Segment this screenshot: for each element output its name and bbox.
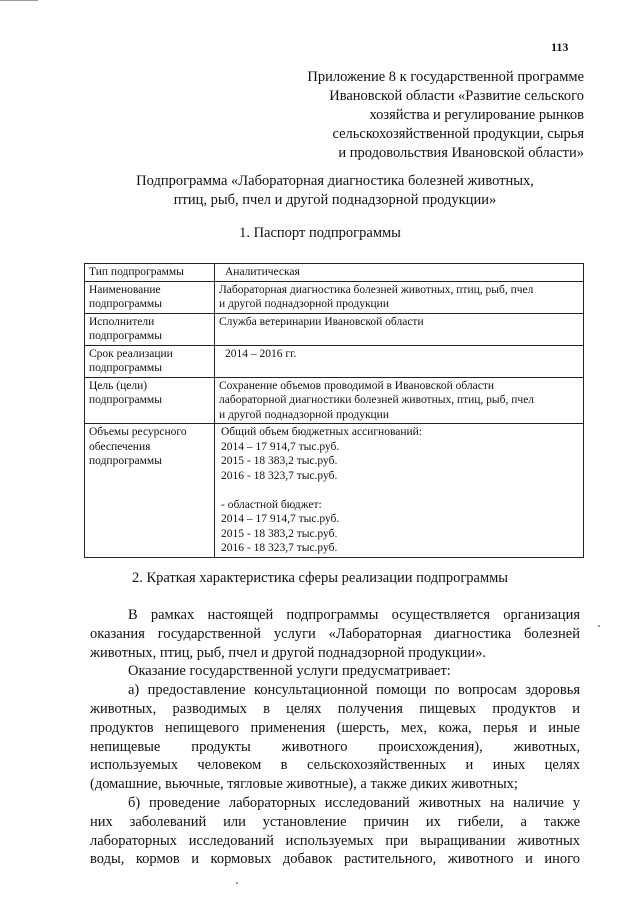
passport-value-line: 2015 - 18 383,2 тыс.руб. [221, 527, 338, 540]
paragraph-line: оказания государственной услуги «Лабораторная диагностика болезней [90, 625, 580, 642]
paragraph-line: (домашние, вьючные, тягловые животные), а также диких животных; [90, 776, 518, 793]
subprogram-title-line: птиц, рыб, пчел и другой поднадзорной продукции» [173, 192, 497, 208]
appendix-header [244, 68, 584, 163]
passport-label-line: подпрограммы [89, 394, 162, 406]
paragraph-line: б) проведение лабораторных исследований животных на наличие у [128, 794, 580, 811]
paragraph-line: а) предоставление консультационной помощи по вопросам здоровья [128, 682, 580, 699]
paragraph-line: лабораторных исследований используемых при выращивании животных [90, 832, 580, 849]
passport-label-line: обеспечения [89, 440, 151, 453]
passport-value-cell [215, 281, 584, 313]
passport-label-cell [85, 313, 215, 345]
passport-value-line: Служба ветеринарии Ивановской области [219, 315, 424, 328]
scan-speck [598, 625, 600, 627]
appendix-line: Приложение 8 к государственной программе [307, 69, 584, 85]
passport-label-line: Цель (цели) [89, 379, 148, 392]
paragraph-line: Оказание государственной услуги предусматривает: [128, 663, 451, 680]
paragraph-line: животных, разводимых в целях получения пищевых продуктов и [90, 700, 580, 717]
passport-value-line: Аналитическая [225, 266, 300, 278]
passport-label-cell [85, 264, 215, 282]
passport-label-cell [85, 345, 215, 377]
passport-value-line: - областной бюджет: [221, 498, 322, 511]
passport-label-line: Исполнители [89, 315, 155, 328]
passport-label-line: подпрограммы [89, 298, 162, 310]
passport-label-line: подпрограммы [89, 362, 162, 374]
section-2-heading: 2. Краткая характеристика сферы реализации подпрограммы [131, 570, 509, 586]
passport-label-line: Срок реализации [89, 347, 173, 360]
passport-value-line [219, 483, 579, 498]
passport-value-line: и другой поднадзорной продукции [219, 408, 389, 421]
passport-value-line: 2014 – 17 914,7 тыс.руб. [221, 513, 340, 525]
passport-label-line: Объемы ресурсного [89, 426, 187, 438]
page-number: 113 [551, 40, 569, 54]
subprogram-title-line: Подпрограмма «Лабораторная диагностика болезней животных, [136, 173, 534, 189]
subprogram-title [90, 172, 580, 210]
passport-value-line: Общий объем бюджетных ассигнований: [221, 426, 422, 438]
scan-speck [236, 882, 238, 884]
passport-value-cell [215, 264, 584, 282]
passport-value-cell [215, 424, 584, 558]
passport-value-line: 2016 - 18 323,7 тыс.руб. [221, 469, 338, 482]
paragraph-line: используемых человеком в сельскохозяйственных и иных целях [90, 757, 580, 774]
passport-value-line: 2014 – 17 914,7 тыс.руб. [221, 440, 340, 453]
passport-label-cell [85, 424, 215, 558]
scan-corner-mark [0, 0, 38, 1]
passport-label-line: подпрограммы [89, 455, 162, 467]
passport-value-cell [215, 313, 584, 345]
passport-value-line: Лабораторная диагностика болезней животных, птиц, рыб, пчел [219, 283, 534, 296]
passport-value-cell [215, 345, 584, 377]
passport-label-line: Тип подпрограммы [89, 266, 184, 278]
paragraph-line: В рамках настоящей подпрограммы осуществляется организация [128, 607, 580, 623]
passport-value-line: 2016 - 18 323,7 тыс.руб. [221, 542, 338, 554]
appendix-line: хозяйства и регулирование рынков [369, 107, 584, 123]
paragraph-line: животных, птиц, рыб, пчел и другой поднадзорной продукции». [90, 644, 486, 661]
appendix-line: и продовольствия Ивановской области» [338, 145, 584, 161]
passport-row [85, 345, 584, 377]
passport-value-line: 2014 – 2016 гг. [225, 347, 297, 360]
paragraph-line: воды, кормов и кормовых добавок растительного, животного и иного [90, 851, 580, 868]
paragraph-line: них заболеваний или установление причин их гибели, а также [90, 813, 580, 830]
section-1-heading: 1. Паспорт подпрограммы [239, 225, 401, 241]
passport-label-line: Наименование [89, 283, 161, 296]
body-text [90, 606, 580, 869]
passport-value-cell [215, 377, 584, 424]
passport-value-line: 2015 - 18 383,2 тыс.руб. [221, 455, 338, 467]
passport-table [84, 263, 584, 558]
appendix-line: Ивановской области «Развитие сельского [329, 88, 584, 104]
passport-value-line: и другой поднадзорной продукции [219, 298, 389, 310]
appendix-line: сельскохозяйственной продукции, сырья [332, 126, 584, 142]
passport-value-line: лабораторной диагностики болезней животных, птиц, рыб, пчел [219, 394, 535, 406]
paragraph-line: непищевые продукты животного происхождения), животных, [90, 738, 580, 755]
passport-row [85, 281, 584, 313]
passport-row [85, 313, 584, 345]
passport-label-cell [85, 377, 215, 424]
passport-row [85, 377, 584, 424]
passport-row [85, 424, 584, 558]
passport-label-line: подпрограммы [89, 330, 162, 342]
passport-label-cell [85, 281, 215, 313]
passport-row [85, 264, 584, 282]
paragraph-line: продуктов непищевого применения (шерсть, мех, кожа, перья и иные [90, 719, 580, 736]
passport-value-line: Сохранение объемов проводимой в Ивановской области [219, 379, 495, 392]
